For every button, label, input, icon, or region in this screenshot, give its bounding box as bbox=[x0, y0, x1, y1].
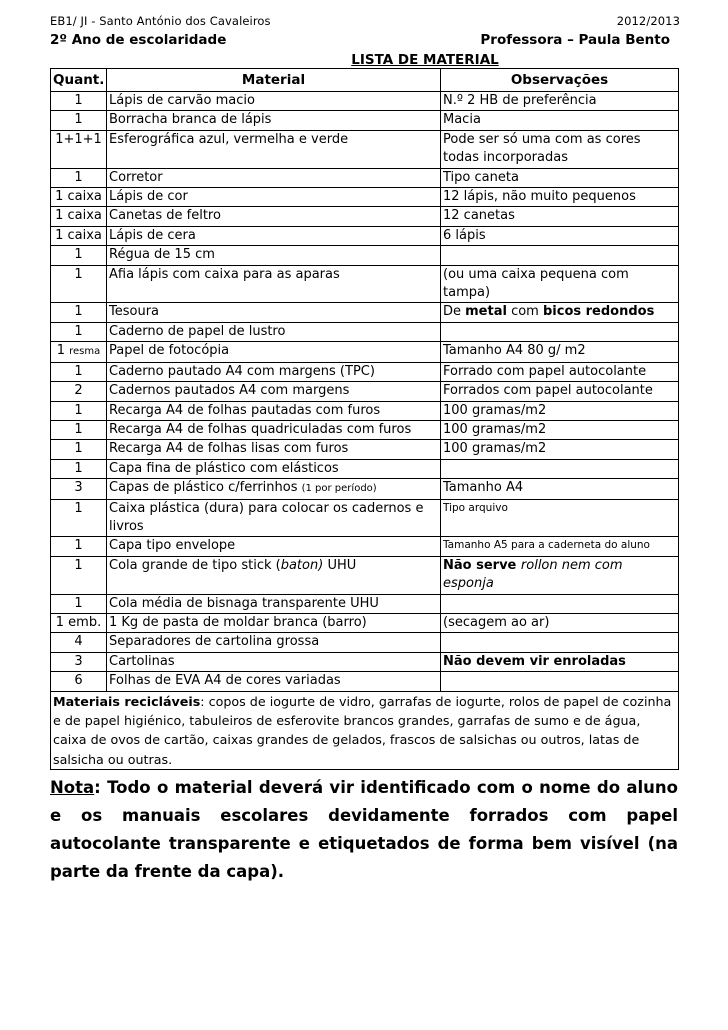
cell-obs: Forrado com papel autocolante bbox=[441, 362, 679, 381]
cell-material: Cartolinas bbox=[107, 652, 441, 671]
cell-obs bbox=[441, 594, 679, 613]
cell-material: Cadernos pautados A4 com margens bbox=[107, 382, 441, 401]
obs-text: De bbox=[443, 304, 466, 320]
cell-obs: Pode ser só uma com as cores todas incorporadas bbox=[441, 130, 679, 168]
cell-obs: Tipo caneta bbox=[441, 168, 679, 187]
cell-quant: 1 bbox=[51, 303, 107, 322]
cell-quant: 1 bbox=[51, 556, 107, 594]
cell-obs: 100 gramas/m2 bbox=[441, 420, 679, 439]
table-row bbox=[51, 672, 679, 691]
cell-obs bbox=[441, 303, 679, 322]
cell-quant: 1 bbox=[51, 362, 107, 381]
cell-material bbox=[107, 479, 441, 499]
cell-material: Recarga A4 de folhas pautadas com furos bbox=[107, 401, 441, 420]
cell-material: Régua de 15 cm bbox=[107, 246, 441, 265]
cell-material bbox=[107, 556, 441, 594]
table-row bbox=[51, 130, 679, 168]
material-text: Capas de plástico c/ferrinhos bbox=[109, 480, 302, 496]
cell-obs: Tamanho A4 bbox=[441, 479, 679, 499]
note-text: : Todo o material deverá vir identificado com o nome do aluno e os manuais escolares devidamente forrados com papel autocolante transparente e etiquetados de forma bem visível (na parte da frente da capa). bbox=[50, 778, 678, 882]
cell-quant: 1 bbox=[51, 322, 107, 341]
note-label: Nota bbox=[50, 778, 95, 798]
cell-quant: 1 bbox=[51, 401, 107, 420]
cell-quant: 1 caixa bbox=[51, 207, 107, 226]
quant-unit: resma bbox=[69, 346, 101, 358]
cell-quant: 1 bbox=[51, 537, 107, 556]
cell-material: Capa tipo envelope bbox=[107, 537, 441, 556]
cell-material: Separadores de cartolina grossa bbox=[107, 633, 441, 652]
table-row bbox=[51, 92, 679, 111]
table-row bbox=[51, 652, 679, 671]
cell-quant: 1 emb. bbox=[51, 613, 107, 632]
table-row bbox=[51, 420, 679, 439]
recyclables-label: Materiais recicláveis bbox=[53, 693, 201, 709]
table-row bbox=[51, 246, 679, 265]
cell-material: Lápis de carvão macio bbox=[107, 92, 441, 111]
cell-obs bbox=[441, 322, 679, 341]
cell-quant: 1 caixa bbox=[51, 188, 107, 207]
recyclables-row bbox=[51, 691, 679, 770]
cell-obs: Forrados com papel autocolante bbox=[441, 382, 679, 401]
table-row bbox=[51, 111, 679, 130]
material-italic: baton) bbox=[280, 557, 324, 573]
cell-obs bbox=[441, 556, 679, 594]
cell-material: Recarga A4 de folhas quadriculadas com furos bbox=[107, 420, 441, 439]
cell-obs: (ou uma caixa pequena com tampa) bbox=[441, 265, 679, 303]
table-row bbox=[51, 479, 679, 499]
cell-obs bbox=[441, 633, 679, 652]
cell-material: Canetas de feltro bbox=[107, 207, 441, 226]
cell-material: Borracha branca de lápis bbox=[107, 111, 441, 130]
cell-quant: 1 bbox=[51, 459, 107, 478]
cell-material: Folhas de EVA A4 de cores variadas bbox=[107, 672, 441, 691]
col-header-obs: Observações bbox=[441, 69, 679, 92]
table-row bbox=[51, 342, 679, 362]
cell-quant: 1 bbox=[51, 246, 107, 265]
cell-quant: 3 bbox=[51, 479, 107, 499]
table-row bbox=[51, 499, 679, 537]
cell-obs: (secagem ao ar) bbox=[441, 613, 679, 632]
cell-quant: 1 bbox=[51, 440, 107, 459]
cell-quant: 1 bbox=[51, 499, 107, 537]
cell-quant: 1 bbox=[51, 111, 107, 130]
cell-material: Recarga A4 de folhas lisas com furos bbox=[107, 440, 441, 459]
cell-material: Lápis de cera bbox=[107, 226, 441, 245]
table-row bbox=[51, 207, 679, 226]
document-title-row bbox=[50, 52, 680, 68]
cell-quant: 6 bbox=[51, 672, 107, 691]
cell-obs: 12 canetas bbox=[441, 207, 679, 226]
cell-obs: 100 gramas/m2 bbox=[441, 401, 679, 420]
cell-material: Caixa plástica (dura) para colocar os cadernos e livros bbox=[107, 499, 441, 537]
cell-quant: 1 bbox=[51, 420, 107, 439]
teacher-name: Professora – Paula Bento bbox=[480, 32, 670, 48]
obs-bold: Não serve bbox=[443, 557, 521, 573]
table-row bbox=[51, 401, 679, 420]
cell-material: Esferográfica azul, vermelha e verde bbox=[107, 130, 441, 168]
table-row bbox=[51, 556, 679, 594]
cell-obs: Tamanho A4 80 g/ m2 bbox=[441, 342, 679, 362]
cell-quant: 1 bbox=[51, 168, 107, 187]
cell-obs bbox=[441, 672, 679, 691]
obs-italic: rollon nem com esponja bbox=[443, 557, 623, 592]
col-header-quant: Quant. bbox=[51, 69, 107, 92]
table-row bbox=[51, 265, 679, 303]
cell-material: 1 Kg de pasta de moldar branca (barro) bbox=[107, 613, 441, 632]
cell-obs: Macia bbox=[441, 111, 679, 130]
cell-material: Caderno de papel de lustro bbox=[107, 322, 441, 341]
document-title: LISTA DE MATERIAL bbox=[351, 52, 499, 68]
recyclables-cell bbox=[51, 691, 679, 770]
table-row bbox=[51, 613, 679, 632]
material-brand: UHU bbox=[323, 557, 357, 573]
cell-material: Lápis de cor bbox=[107, 188, 441, 207]
cell-obs: Tipo arquivo bbox=[441, 499, 679, 537]
cell-quant: 3 bbox=[51, 652, 107, 671]
table-row bbox=[51, 226, 679, 245]
recyclables-text: : copos de iogurte de vidro, garrafas de iogurte, rolos de papel de cozinha e de papel higiénico, tabuleiros de esferovite brancos grandes, garrafas de sumo e de água, caixa de ovos de cartão, caixas grandes de gelados, frascos de salsichas ou outros, latas de salsicha ou outras. bbox=[53, 693, 672, 767]
note-paragraph bbox=[50, 774, 678, 886]
table-row bbox=[51, 168, 679, 187]
table-row bbox=[51, 322, 679, 341]
cell-material: Capa fina de plástico com elásticos bbox=[107, 459, 441, 478]
cell-obs: 100 gramas/m2 bbox=[441, 440, 679, 459]
table-row bbox=[51, 382, 679, 401]
obs-bold: Não devem vir enroladas bbox=[443, 653, 626, 669]
cell-material: Cola média de bisnaga transparente UHU bbox=[107, 594, 441, 613]
material-note: (1 por período) bbox=[301, 483, 377, 495]
table-row bbox=[51, 594, 679, 613]
table-row bbox=[51, 459, 679, 478]
material-text: Cola grande de tipo stick ( bbox=[109, 557, 281, 573]
cell-obs: Tamanho A5 para a caderneta do aluno bbox=[441, 537, 679, 556]
cell-quant: 4 bbox=[51, 633, 107, 652]
material-table bbox=[50, 68, 679, 770]
cell-obs: 12 lápis, não muito pequenos bbox=[441, 188, 679, 207]
cell-material: Papel de fotocópia bbox=[107, 342, 441, 362]
table-row bbox=[51, 303, 679, 322]
col-header-material: Material bbox=[107, 69, 441, 92]
table-header-row bbox=[51, 69, 679, 92]
obs-bold-metal: metal bbox=[465, 304, 507, 320]
cell-material: Afia lápis com caixa para as aparas bbox=[107, 265, 441, 303]
document-page bbox=[50, 14, 680, 886]
cell-quant: 1+1+1 bbox=[51, 130, 107, 168]
table-row bbox=[51, 633, 679, 652]
obs-text: com bbox=[506, 304, 543, 320]
cell-quant: 1 bbox=[51, 594, 107, 613]
obs-bold-bicos: bicos redondos bbox=[542, 304, 655, 320]
quant-number: 1 bbox=[56, 343, 70, 359]
cell-obs bbox=[441, 459, 679, 478]
cell-obs bbox=[441, 652, 679, 671]
cell-obs: 6 lápis bbox=[441, 226, 679, 245]
cell-quant bbox=[51, 342, 107, 362]
cell-material: Tesoura bbox=[107, 303, 441, 322]
cell-obs: N.º 2 HB de preferência bbox=[441, 92, 679, 111]
table-row bbox=[51, 188, 679, 207]
school-name: EB1/ JI - Santo António dos Cavaleiros bbox=[50, 14, 271, 28]
cell-quant: 1 bbox=[51, 265, 107, 303]
cell-material: Caderno pautado A4 com margens (TPC) bbox=[107, 362, 441, 381]
table-row bbox=[51, 362, 679, 381]
cell-material: Corretor bbox=[107, 168, 441, 187]
table-row bbox=[51, 440, 679, 459]
school-year: 2012/2013 bbox=[616, 14, 680, 28]
table-row bbox=[51, 537, 679, 556]
cell-quant: 1 bbox=[51, 92, 107, 111]
grade-label: 2º Ano de escolaridade bbox=[50, 32, 227, 48]
header-top bbox=[50, 14, 680, 28]
cell-quant: 1 caixa bbox=[51, 226, 107, 245]
header-second bbox=[50, 32, 680, 48]
cell-quant: 2 bbox=[51, 382, 107, 401]
cell-obs bbox=[441, 246, 679, 265]
